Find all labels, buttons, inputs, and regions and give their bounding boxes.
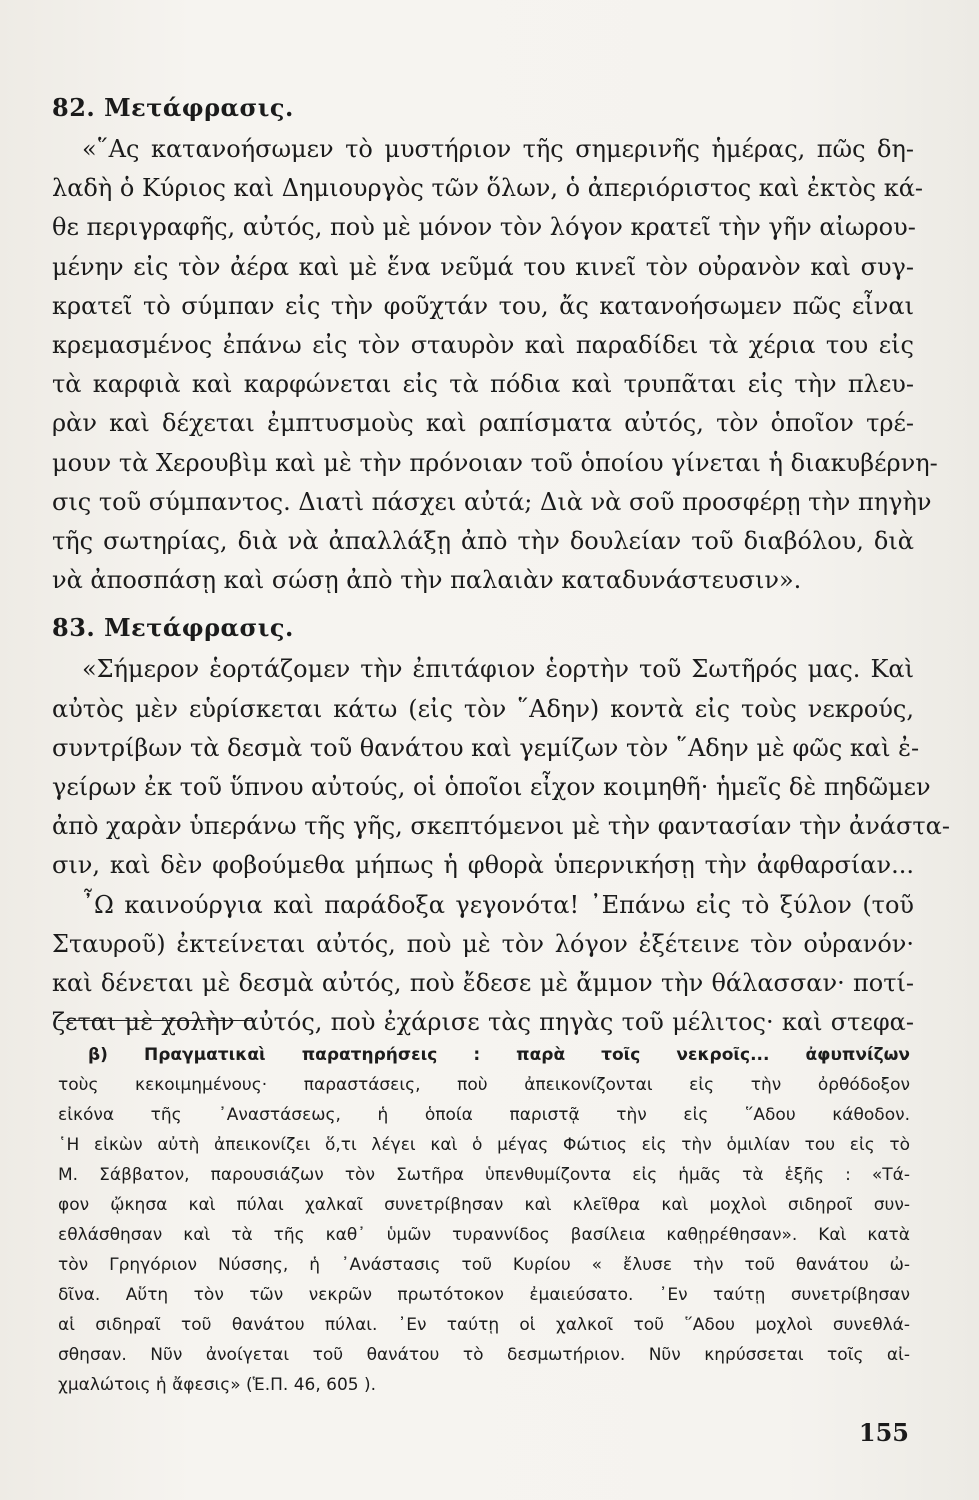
text-line: σιν, καὶ δὲν φοβούμεθα μήπως ἡ φθορὰ ὑπερνικήσῃ τὴν ἀφθαρσίαν... [52,851,914,880]
section-82-heading: 82. Μετάφρασις. [52,93,294,122]
text-line: τὰ καρφιὰ καὶ καρφώνεται εἰς τὰ πόδια καὶ τρυπᾶται εἰς τὴν πλευ- [52,370,914,399]
footnote-line: σθησαν. Νῦν ἀνοίγεται τοῦ θανάτου τὸ δεσμωτήριον. Νῦν κηρύσσεται τοῖς αἰ- [58,1345,910,1365]
text-line: αὐτὸς μὲν εὑρίσκεται κάτω (εἰς τὸν ῞Αδην) κοντὰ εἰς τοὺς νεκρούς, [52,694,914,723]
text-line: «῞Ας κατανοήσωμεν τὸ μυστήριον τῆς σημερινῆς ἡμέρας, πῶς δη- [82,135,914,163]
text-line: ρὰν καὶ δέχεται ἐμπτυσμοὺς καὶ ραπίσματα αὐτός, τὸν ὁποῖον τρέ- [52,409,914,438]
text-line: τῆς σωτηρίας, διὰ νὰ ἀπαλλάξῃ ἀπὸ τὴν δουλείαν τοῦ διαβόλου, διὰ [52,527,914,556]
section-83-heading: 83. Μετάφρασις. [52,613,294,643]
text-line: κρεμασμένος ἐπάνω εἰς τὸν σταυρὸν καὶ παραδίδει τὰ χέρια του εἰς [52,331,914,360]
footnote-line: εἰκόνα τῆς ᾿Αναστάσεως, ἡ ὁποία παριστᾷ τὴν εἰς ῞Αδου κάθοδον. [58,1105,910,1125]
footnote-line: εθλάσθησαν καὶ τὰ τῆς καθ᾿ ὑμῶν τυραννίδος βασίλεια καθῃρέθησαν». Καὶ κατὰ [58,1225,910,1245]
text-line: ἀπὸ χαρὰν ὑπεράνω τῆς γῆς, σκεπτόμενοι μὲ τὴν φαντασίαν τὴν ἀνάστα- [52,812,950,841]
text-line: μουν τὰ Χερουβὶμ καὶ μὲ τὴν πρόνοιαν τοῦ ὁποίου γίνεται ἡ διακυβέρνη- [52,448,938,477]
footnote-line: φον ᾤκησα καὶ πύλαι χαλκαῖ συνετρίβησαν καὶ κλεῖθρα καὶ μοχλοὶ σιδηροῖ συν- [58,1195,910,1215]
text-line: «Σήμερον ἑορτάζομεν τὴν ἐπιτάφιον ἑορτὴν τοῦ Σωτῆρός μας. Καὶ [82,655,914,684]
text-line: λαδὴ ὁ Κύριος καὶ Δημιουργὸς τῶν ὅλων, ὁ ἀπεριόριστος καὶ ἐκτὸς κά- [52,174,924,203]
section-82 [52,90,938,600]
text-line: κρατεῖ τὸ σύμπαν εἰς τὴν φοῦχτάν του, ἄς κατανοήσωμεν πῶς εἶναι [52,291,914,320]
text-line: ζεται μὲ χολὴν αὐτός, ποὺ ἐχάρισε τὰς πηγὰς τοῦ μέλιτος· καὶ στεφα- [52,1008,914,1037]
footnote [58,1040,910,1400]
text-line: γείρων ἐκ τοῦ ὕπνου αὐτούς, οἱ ὁποῖοι εἶχον κοιμηθῆ· ἡμεῖς δὲ πηδῶμεν [52,773,931,802]
section-82-body [52,130,938,600]
footnote-divider [58,1020,254,1021]
footnote-line: δῖνα. Αὕτη τὸν τῶν νεκρῶν πρωτότοκον ἐμαιεύσατο. ᾿Εν ταύτῃ συνετρίβησαν [58,1285,910,1305]
text-line: καὶ δένεται μὲ δεσμὰ αὐτός, ποὺ ἔδεσε μὲ ἄμμον τὴν θάλασσαν· ποτί- [52,969,914,998]
text-line: σις τοῦ σύμπαντος. Διατὶ πάσχει αὐτά; Διὰ νὰ σοῦ προσφέρῃ τὴν πηγὴν [52,487,932,516]
footnote-line: τοὺς κεκοιμημένους· παραστάσεις, ποὺ ἀπεικονίζονται εἰς τὴν ὀρθόδοξον [58,1075,910,1095]
text-line: νὰ ἀποσπάσῃ καὶ σώσῃ ἀπὸ τὴν παλαιὰν καταδυνάστευσιν». [52,566,802,595]
section-83 [52,610,950,1042]
footnote-line: Μ. Σάββατον, παρουσιάζων τὸν Σωτῆρα ὑπενθυμίζοντα εἰς ἡμᾶς τὰ ἑξῆς : «Τά- [58,1165,910,1185]
text-line: συντρίβων τὰ δεσμὰ τοῦ θανάτου καὶ γεμίζων τὸν ῞Αδην μὲ φῶς καὶ ἐ- [52,733,920,762]
footnote-line: αἱ σιδηραῖ τοῦ θανάτου πύλαι. ᾿Εν ταύτῃ οἱ χαλκοῖ τοῦ ῞Αδου μοχλοὶ συνεθλά- [58,1315,910,1335]
text-line: μένην εἰς τὸν ἀέρα καὶ μὲ ἕνα νεῦμά του κινεῖ τὸν οὐρανὸν καὶ συγ- [52,252,914,281]
text-line: θε περιγραφῆς, αὐτός, ποὺ μὲ μόνον τὸν λόγον κρατεῖ τὴν γῆν αἰωρου- [52,213,916,242]
section-83-body [52,650,950,1042]
footnote-line: χμαλώτοις ἡ ἄφεσις» (Ἑ.Π. 46, 605 ). [58,1375,377,1395]
text-line: ῏Ω καινούργια καὶ παράδοξα γεγονότα! ᾿Επάνω εἰς τὸ ξύλον (τοῦ [82,890,914,919]
main-text [52,90,950,1042]
text-line: Σταυροῦ) ἐκτείνεται αὐτός, ποὺ μὲ τὸν λόγον ἐξέτεινε τὸν οὐρανόν· [52,929,914,958]
footnote-line: τὸν Γρηγόριον Νύσσης, ἡ ᾿Ανάστασις τοῦ Κυρίου « ἔλυσε τὴν τοῦ θανάτου ὠ- [58,1255,910,1275]
footnote-line: ῾Η εἰκὼν αὐτὴ ἀπεικονίζει ὅ,τι λέγει καὶ ὁ μέγας Φώτιος εἰς τὴν ὁμιλίαν του εἰς τὸ [58,1135,910,1155]
page-number: 155 [858,1418,909,1447]
footnote-lead: β) Πραγματικαὶ παρατηρήσεις : παρὰ τοῖς νεκροῖς... ἀφυπνίζων [88,1045,910,1065]
